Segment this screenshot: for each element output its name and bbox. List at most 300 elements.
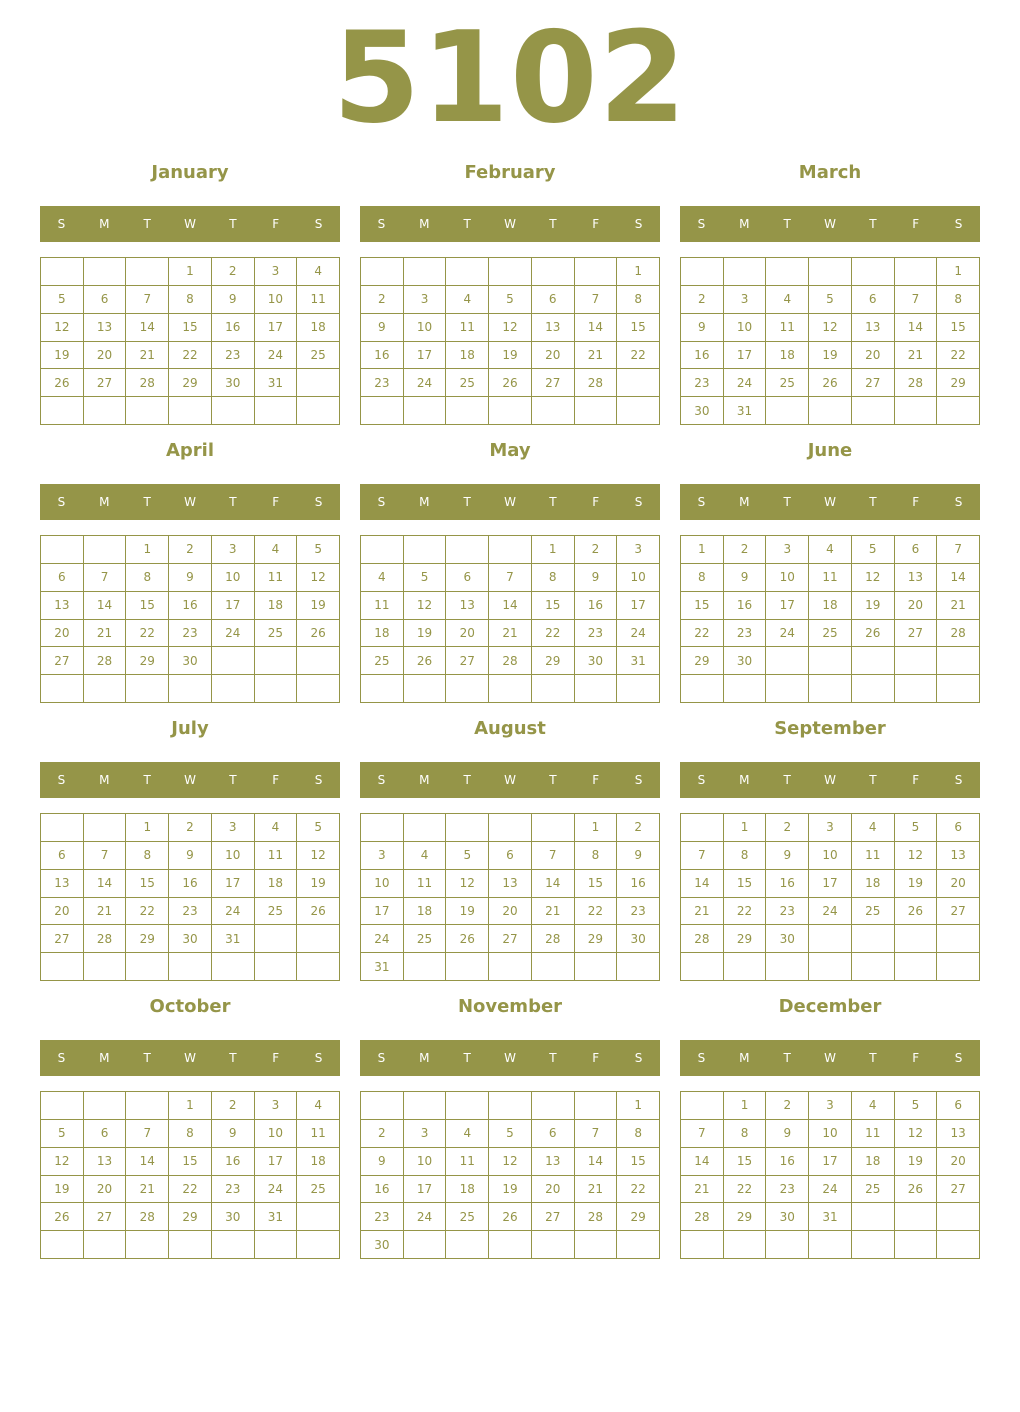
day-cell: 2 bbox=[766, 1092, 809, 1120]
day-cell: 16 bbox=[169, 870, 212, 898]
day-cell: 15 bbox=[169, 1148, 212, 1176]
empty-day-cell bbox=[681, 814, 724, 842]
day-cell: 28 bbox=[126, 369, 169, 397]
day-cell: 3 bbox=[361, 842, 404, 870]
day-cell: 18 bbox=[446, 342, 489, 370]
day-cell: 18 bbox=[446, 1176, 489, 1204]
weekday-label: S bbox=[697, 217, 706, 231]
day-cell: 1 bbox=[575, 814, 618, 842]
weekday-label: M bbox=[99, 495, 110, 509]
weekday-label: S bbox=[634, 495, 643, 509]
day-cell: 25 bbox=[809, 620, 852, 648]
empty-day-cell bbox=[84, 258, 127, 286]
day-cell: 13 bbox=[895, 564, 938, 592]
empty-day-cell bbox=[212, 953, 255, 981]
weekday-label: T bbox=[463, 773, 471, 787]
weekday-label: T bbox=[549, 773, 557, 787]
day-cell: 11 bbox=[852, 1120, 895, 1148]
empty-day-cell bbox=[575, 1231, 618, 1259]
day-cell: 27 bbox=[84, 369, 127, 397]
day-cell: 5 bbox=[809, 286, 852, 314]
day-cell: 23 bbox=[212, 342, 255, 370]
day-cell: 27 bbox=[895, 620, 938, 648]
weekday-label: T bbox=[783, 495, 791, 509]
day-cell: 9 bbox=[766, 1120, 809, 1148]
empty-day-cell bbox=[852, 1203, 895, 1231]
day-cell: 24 bbox=[255, 1176, 298, 1204]
empty-day-cell bbox=[41, 1231, 84, 1259]
day-cell: 4 bbox=[297, 258, 340, 286]
day-cell: 17 bbox=[255, 1148, 298, 1176]
empty-day-cell bbox=[404, 1092, 447, 1120]
day-cell: 22 bbox=[126, 898, 169, 926]
empty-day-cell bbox=[126, 1092, 169, 1120]
day-cell: 22 bbox=[575, 898, 618, 926]
day-cell: 23 bbox=[212, 1176, 255, 1204]
day-cell: 3 bbox=[766, 536, 809, 564]
day-cell: 1 bbox=[532, 536, 575, 564]
day-cell: 15 bbox=[532, 592, 575, 620]
day-cell: 13 bbox=[41, 592, 84, 620]
day-cell: 9 bbox=[169, 564, 212, 592]
empty-day-cell bbox=[575, 397, 618, 425]
day-grid bbox=[360, 257, 660, 425]
day-cell: 16 bbox=[361, 342, 404, 370]
day-cell: 15 bbox=[126, 592, 169, 620]
day-cell: 21 bbox=[84, 620, 127, 648]
day-cell: 7 bbox=[681, 842, 724, 870]
empty-day-cell bbox=[41, 814, 84, 842]
day-cell: 28 bbox=[895, 369, 938, 397]
day-cell: 20 bbox=[489, 898, 532, 926]
day-cell: 26 bbox=[852, 620, 895, 648]
day-cell: 5 bbox=[297, 814, 340, 842]
day-cell: 25 bbox=[446, 1203, 489, 1231]
day-cell: 9 bbox=[212, 286, 255, 314]
empty-day-cell bbox=[404, 953, 447, 981]
empty-day-cell bbox=[212, 647, 255, 675]
day-cell: 6 bbox=[446, 564, 489, 592]
empty-day-cell bbox=[84, 1092, 127, 1120]
day-cell: 5 bbox=[41, 1120, 84, 1148]
day-cell: 16 bbox=[212, 1148, 255, 1176]
empty-day-cell bbox=[617, 369, 660, 397]
empty-day-cell bbox=[489, 675, 532, 703]
day-cell: 7 bbox=[895, 286, 938, 314]
day-cell: 22 bbox=[617, 342, 660, 370]
day-cell: 15 bbox=[617, 1148, 660, 1176]
day-cell: 15 bbox=[126, 870, 169, 898]
weekday-header bbox=[360, 762, 660, 798]
weekday-label: F bbox=[592, 773, 600, 787]
day-cell: 20 bbox=[937, 870, 980, 898]
weekday-header bbox=[40, 1040, 340, 1076]
day-cell: 6 bbox=[41, 564, 84, 592]
day-cell: 8 bbox=[532, 564, 575, 592]
day-cell: 20 bbox=[41, 620, 84, 648]
day-cell: 28 bbox=[84, 925, 127, 953]
weekday-label: W bbox=[824, 495, 836, 509]
weekday-label: S bbox=[697, 773, 706, 787]
day-cell: 6 bbox=[532, 1120, 575, 1148]
day-cell: 30 bbox=[766, 925, 809, 953]
day-cell: 23 bbox=[169, 620, 212, 648]
day-cell: 30 bbox=[212, 1203, 255, 1231]
empty-day-cell bbox=[41, 953, 84, 981]
day-cell: 9 bbox=[212, 1120, 255, 1148]
day-cell: 27 bbox=[489, 925, 532, 953]
empty-day-cell bbox=[489, 1231, 532, 1259]
day-cell: 19 bbox=[895, 870, 938, 898]
day-cell: 11 bbox=[361, 592, 404, 620]
day-cell: 12 bbox=[489, 1148, 532, 1176]
day-cell: 9 bbox=[724, 564, 767, 592]
day-cell: 4 bbox=[255, 536, 298, 564]
weekday-label: S bbox=[57, 217, 66, 231]
weekday-label: T bbox=[143, 1051, 151, 1065]
day-cell: 20 bbox=[84, 1176, 127, 1204]
day-cell: 31 bbox=[617, 647, 660, 675]
day-cell: 9 bbox=[617, 842, 660, 870]
day-cell: 15 bbox=[169, 314, 212, 342]
empty-day-cell bbox=[489, 814, 532, 842]
empty-day-cell bbox=[724, 953, 767, 981]
day-cell: 5 bbox=[895, 1092, 938, 1120]
calendar-year-title: 5102 bbox=[332, 4, 688, 151]
day-cell: 7 bbox=[84, 842, 127, 870]
day-cell: 29 bbox=[681, 647, 724, 675]
day-cell: 6 bbox=[937, 814, 980, 842]
day-cell: 21 bbox=[126, 1176, 169, 1204]
day-cell: 20 bbox=[937, 1148, 980, 1176]
weekday-label: T bbox=[869, 773, 877, 787]
day-cell: 25 bbox=[852, 898, 895, 926]
day-cell: 28 bbox=[681, 925, 724, 953]
day-cell: 17 bbox=[212, 870, 255, 898]
empty-day-cell bbox=[937, 397, 980, 425]
day-cell: 4 bbox=[255, 814, 298, 842]
day-cell: 23 bbox=[617, 898, 660, 926]
empty-day-cell bbox=[937, 1203, 980, 1231]
day-cell: 21 bbox=[489, 620, 532, 648]
day-cell: 24 bbox=[617, 620, 660, 648]
empty-day-cell bbox=[446, 953, 489, 981]
day-cell: 27 bbox=[937, 898, 980, 926]
empty-day-cell bbox=[361, 536, 404, 564]
day-cell: 18 bbox=[852, 1148, 895, 1176]
empty-day-cell bbox=[617, 1231, 660, 1259]
day-cell: 1 bbox=[724, 814, 767, 842]
day-cell: 17 bbox=[809, 870, 852, 898]
day-cell: 29 bbox=[724, 925, 767, 953]
day-cell: 22 bbox=[532, 620, 575, 648]
day-cell: 11 bbox=[852, 842, 895, 870]
empty-day-cell bbox=[809, 953, 852, 981]
day-cell: 3 bbox=[212, 814, 255, 842]
day-cell: 16 bbox=[766, 1148, 809, 1176]
empty-day-cell bbox=[255, 647, 298, 675]
day-cell: 23 bbox=[361, 369, 404, 397]
weekday-label: S bbox=[57, 773, 66, 787]
day-cell: 2 bbox=[361, 1120, 404, 1148]
day-cell: 11 bbox=[255, 564, 298, 592]
day-grid bbox=[40, 1091, 340, 1259]
day-cell: 31 bbox=[809, 1203, 852, 1231]
day-cell: 4 bbox=[852, 814, 895, 842]
empty-day-cell bbox=[895, 1203, 938, 1231]
weekday-header bbox=[680, 206, 980, 242]
empty-day-cell bbox=[895, 258, 938, 286]
day-cell: 2 bbox=[724, 536, 767, 564]
empty-day-cell bbox=[169, 953, 212, 981]
day-cell: 8 bbox=[617, 286, 660, 314]
day-cell: 16 bbox=[724, 592, 767, 620]
day-cell: 6 bbox=[895, 536, 938, 564]
day-cell: 23 bbox=[575, 620, 618, 648]
weekday-label: T bbox=[869, 495, 877, 509]
empty-day-cell bbox=[297, 369, 340, 397]
day-cell: 12 bbox=[41, 1148, 84, 1176]
day-cell: 17 bbox=[617, 592, 660, 620]
day-cell: 27 bbox=[84, 1203, 127, 1231]
empty-day-cell bbox=[895, 647, 938, 675]
day-cell: 15 bbox=[617, 314, 660, 342]
weekday-label: F bbox=[592, 495, 600, 509]
day-cell: 24 bbox=[212, 898, 255, 926]
day-cell: 7 bbox=[84, 564, 127, 592]
weekday-header bbox=[360, 484, 660, 520]
day-cell: 21 bbox=[84, 898, 127, 926]
day-cell: 18 bbox=[766, 342, 809, 370]
empty-day-cell bbox=[446, 1092, 489, 1120]
weekday-label: W bbox=[824, 217, 836, 231]
day-cell: 28 bbox=[937, 620, 980, 648]
weekday-label: W bbox=[184, 1051, 196, 1065]
day-cell: 7 bbox=[681, 1120, 724, 1148]
empty-day-cell bbox=[255, 675, 298, 703]
day-cell: 31 bbox=[255, 1203, 298, 1231]
empty-day-cell bbox=[895, 953, 938, 981]
empty-day-cell bbox=[852, 953, 895, 981]
day-cell: 4 bbox=[446, 286, 489, 314]
day-cell: 20 bbox=[41, 898, 84, 926]
day-cell: 18 bbox=[404, 898, 447, 926]
weekday-label: M bbox=[739, 495, 750, 509]
day-cell: 8 bbox=[575, 842, 618, 870]
day-cell: 11 bbox=[446, 1148, 489, 1176]
day-cell: 2 bbox=[617, 814, 660, 842]
day-cell: 9 bbox=[766, 842, 809, 870]
weekday-label: T bbox=[229, 495, 237, 509]
month-name: March bbox=[798, 162, 862, 183]
day-cell: 9 bbox=[169, 842, 212, 870]
month-name: January bbox=[151, 162, 229, 183]
day-cell: 28 bbox=[575, 1203, 618, 1231]
day-cell: 6 bbox=[84, 286, 127, 314]
empty-day-cell bbox=[297, 647, 340, 675]
day-cell: 26 bbox=[895, 898, 938, 926]
empty-day-cell bbox=[446, 814, 489, 842]
day-cell: 1 bbox=[169, 258, 212, 286]
day-cell: 20 bbox=[532, 342, 575, 370]
day-cell: 29 bbox=[937, 369, 980, 397]
day-cell: 20 bbox=[84, 342, 127, 370]
day-cell: 16 bbox=[361, 1176, 404, 1204]
weekday-label: M bbox=[419, 495, 430, 509]
day-cell: 1 bbox=[617, 258, 660, 286]
day-cell: 18 bbox=[852, 870, 895, 898]
weekday-label: F bbox=[272, 495, 280, 509]
day-cell: 21 bbox=[681, 1176, 724, 1204]
day-grid bbox=[40, 813, 340, 981]
day-cell: 31 bbox=[724, 397, 767, 425]
empty-day-cell bbox=[766, 1231, 809, 1259]
weekday-label: T bbox=[229, 773, 237, 787]
day-cell: 19 bbox=[489, 1176, 532, 1204]
weekday-label: F bbox=[912, 495, 920, 509]
empty-day-cell bbox=[169, 397, 212, 425]
day-cell: 18 bbox=[255, 870, 298, 898]
day-cell: 30 bbox=[212, 369, 255, 397]
day-cell: 11 bbox=[404, 870, 447, 898]
empty-day-cell bbox=[937, 953, 980, 981]
day-cell: 15 bbox=[724, 1148, 767, 1176]
empty-day-cell bbox=[255, 953, 298, 981]
weekday-label: T bbox=[229, 217, 237, 231]
empty-day-cell bbox=[766, 258, 809, 286]
day-cell: 21 bbox=[532, 898, 575, 926]
day-cell: 25 bbox=[766, 369, 809, 397]
day-cell: 14 bbox=[126, 314, 169, 342]
day-cell: 23 bbox=[766, 898, 809, 926]
day-cell: 22 bbox=[724, 1176, 767, 1204]
weekday-label: S bbox=[697, 1051, 706, 1065]
day-cell: 27 bbox=[41, 647, 84, 675]
day-cell: 2 bbox=[681, 286, 724, 314]
day-cell: 1 bbox=[937, 258, 980, 286]
day-cell: 7 bbox=[575, 286, 618, 314]
empty-day-cell bbox=[169, 1231, 212, 1259]
day-cell: 10 bbox=[809, 1120, 852, 1148]
day-cell: 29 bbox=[617, 1203, 660, 1231]
day-cell: 3 bbox=[724, 286, 767, 314]
empty-day-cell bbox=[681, 1092, 724, 1120]
day-cell: 25 bbox=[255, 898, 298, 926]
day-cell: 10 bbox=[404, 1148, 447, 1176]
day-cell: 7 bbox=[937, 536, 980, 564]
day-cell: 13 bbox=[532, 1148, 575, 1176]
day-cell: 29 bbox=[169, 1203, 212, 1231]
day-cell: 24 bbox=[809, 898, 852, 926]
day-cell: 13 bbox=[852, 314, 895, 342]
day-cell: 4 bbox=[446, 1120, 489, 1148]
empty-day-cell bbox=[532, 675, 575, 703]
day-cell: 8 bbox=[937, 286, 980, 314]
day-cell: 21 bbox=[937, 592, 980, 620]
weekday-label: W bbox=[504, 495, 516, 509]
weekday-header bbox=[40, 762, 340, 798]
day-cell: 24 bbox=[404, 369, 447, 397]
empty-day-cell bbox=[617, 675, 660, 703]
weekday-header bbox=[680, 484, 980, 520]
day-cell: 28 bbox=[84, 647, 127, 675]
day-grid bbox=[680, 257, 980, 425]
weekday-label: T bbox=[143, 773, 151, 787]
day-cell: 5 bbox=[895, 814, 938, 842]
empty-day-cell bbox=[575, 1092, 618, 1120]
day-cell: 8 bbox=[617, 1120, 660, 1148]
day-cell: 10 bbox=[212, 842, 255, 870]
weekday-label: S bbox=[314, 495, 323, 509]
day-cell: 4 bbox=[852, 1092, 895, 1120]
empty-day-cell bbox=[681, 258, 724, 286]
empty-day-cell bbox=[532, 397, 575, 425]
weekday-label: S bbox=[634, 217, 643, 231]
day-cell: 20 bbox=[895, 592, 938, 620]
empty-day-cell bbox=[489, 953, 532, 981]
day-cell: 5 bbox=[404, 564, 447, 592]
empty-day-cell bbox=[809, 925, 852, 953]
weekday-label: F bbox=[272, 1051, 280, 1065]
empty-day-cell bbox=[809, 397, 852, 425]
empty-day-cell bbox=[895, 675, 938, 703]
weekday-label: T bbox=[143, 495, 151, 509]
day-cell: 10 bbox=[361, 870, 404, 898]
day-cell: 25 bbox=[361, 647, 404, 675]
day-cell: 9 bbox=[361, 1148, 404, 1176]
empty-day-cell bbox=[532, 1092, 575, 1120]
empty-day-cell bbox=[361, 814, 404, 842]
day-cell: 14 bbox=[84, 592, 127, 620]
day-cell: 13 bbox=[84, 314, 127, 342]
month-name: July bbox=[171, 718, 209, 739]
day-cell: 12 bbox=[852, 564, 895, 592]
weekday-label: T bbox=[143, 217, 151, 231]
day-cell: 4 bbox=[361, 564, 404, 592]
day-grid bbox=[40, 535, 340, 703]
weekday-label: S bbox=[954, 495, 963, 509]
day-cell: 4 bbox=[766, 286, 809, 314]
day-cell: 10 bbox=[404, 314, 447, 342]
day-cell: 19 bbox=[41, 342, 84, 370]
day-cell: 18 bbox=[361, 620, 404, 648]
day-cell: 28 bbox=[489, 647, 532, 675]
day-grid bbox=[680, 1091, 980, 1259]
day-cell: 27 bbox=[852, 369, 895, 397]
day-cell: 22 bbox=[169, 1176, 212, 1204]
empty-day-cell bbox=[446, 536, 489, 564]
weekday-label: M bbox=[99, 773, 110, 787]
day-cell: 9 bbox=[361, 314, 404, 342]
day-cell: 1 bbox=[681, 536, 724, 564]
day-cell: 27 bbox=[532, 1203, 575, 1231]
day-cell: 3 bbox=[617, 536, 660, 564]
weekday-label: S bbox=[377, 1051, 386, 1065]
day-cell: 10 bbox=[255, 1120, 298, 1148]
day-cell: 3 bbox=[809, 814, 852, 842]
day-cell: 25 bbox=[255, 620, 298, 648]
weekday-label: S bbox=[57, 495, 66, 509]
weekday-label: S bbox=[377, 217, 386, 231]
empty-day-cell bbox=[255, 397, 298, 425]
empty-day-cell bbox=[84, 814, 127, 842]
day-cell: 6 bbox=[852, 286, 895, 314]
empty-day-cell bbox=[446, 675, 489, 703]
weekday-label: W bbox=[824, 773, 836, 787]
day-cell: 22 bbox=[126, 620, 169, 648]
day-cell: 28 bbox=[681, 1203, 724, 1231]
day-cell: 8 bbox=[724, 1120, 767, 1148]
